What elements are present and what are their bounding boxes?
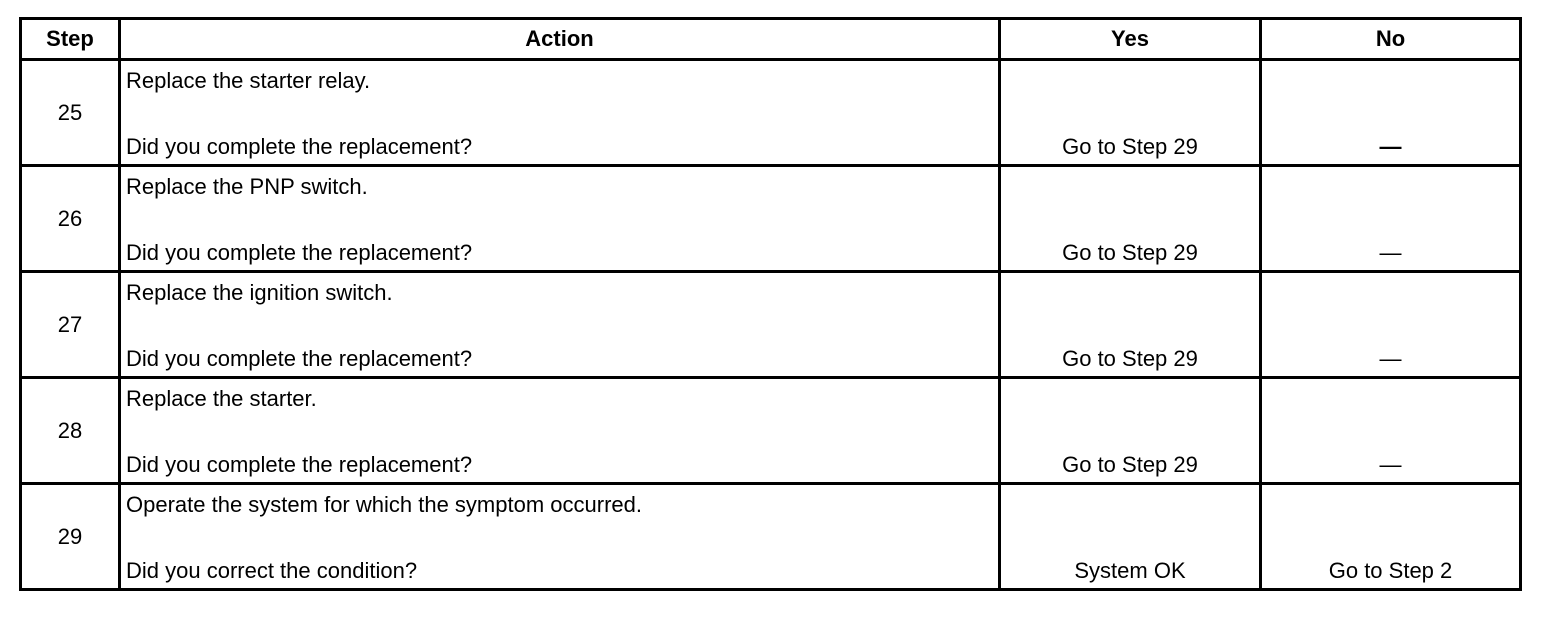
question-text: Did you complete the replacement? xyxy=(126,134,473,159)
table-row xyxy=(21,272,1521,378)
step-number: 26 xyxy=(21,166,120,272)
yes-result: Go to Step 29 xyxy=(1062,452,1198,477)
question-text: Did you complete the replacement? xyxy=(126,346,473,371)
no-result: Go to Step 2 xyxy=(1328,558,1453,583)
question-text: Did you correct the condition? xyxy=(126,558,418,583)
action-cell xyxy=(120,60,1000,166)
diagnostic-table xyxy=(19,17,1522,591)
action-text: Replace the starter. xyxy=(126,386,317,411)
question-text: Did you complete the replacement? xyxy=(126,452,473,477)
action-cell xyxy=(120,166,1000,272)
table-row xyxy=(21,60,1521,166)
no-result: — xyxy=(1379,346,1402,371)
yes-cell xyxy=(1000,166,1261,272)
yes-result: Go to Step 29 xyxy=(1062,134,1198,159)
table-header-row xyxy=(21,19,1521,60)
question-text: Did you complete the replacement? xyxy=(126,240,473,265)
no-cell xyxy=(1261,272,1521,378)
step-number: 27 xyxy=(21,272,120,378)
no-cell xyxy=(1261,166,1521,272)
table-row xyxy=(21,378,1521,484)
table-row xyxy=(21,484,1521,590)
yes-result: System OK xyxy=(1074,558,1186,583)
no-result: — xyxy=(1379,240,1402,265)
step-number: 28 xyxy=(21,378,120,484)
yes-cell xyxy=(1000,484,1261,590)
table-row xyxy=(21,166,1521,272)
yes-cell xyxy=(1000,378,1261,484)
action-cell xyxy=(120,484,1000,590)
yes-result: Go to Step 29 xyxy=(1062,240,1198,265)
step-number: 29 xyxy=(21,484,120,590)
yes-cell xyxy=(1000,60,1261,166)
action-text: Replace the ignition switch. xyxy=(126,280,393,305)
no-cell xyxy=(1261,60,1521,166)
step-number: 25 xyxy=(21,60,120,166)
diagnostic-table-container xyxy=(19,17,1519,591)
header-step: Step xyxy=(21,19,120,60)
header-no: No xyxy=(1261,19,1521,60)
header-yes: Yes xyxy=(1000,19,1261,60)
action-text: Replace the starter relay. xyxy=(126,68,371,93)
action-text: Replace the PNP switch. xyxy=(126,174,368,199)
header-action: Action xyxy=(120,19,1000,60)
yes-result: Go to Step 29 xyxy=(1062,346,1198,371)
action-text: Operate the system for which the symptom occurred. xyxy=(126,492,642,517)
no-result: — xyxy=(1379,452,1402,477)
yes-cell xyxy=(1000,272,1261,378)
no-cell xyxy=(1261,484,1521,590)
action-cell xyxy=(120,272,1000,378)
no-cell xyxy=(1261,378,1521,484)
action-cell xyxy=(120,378,1000,484)
no-result: — xyxy=(1379,134,1402,159)
